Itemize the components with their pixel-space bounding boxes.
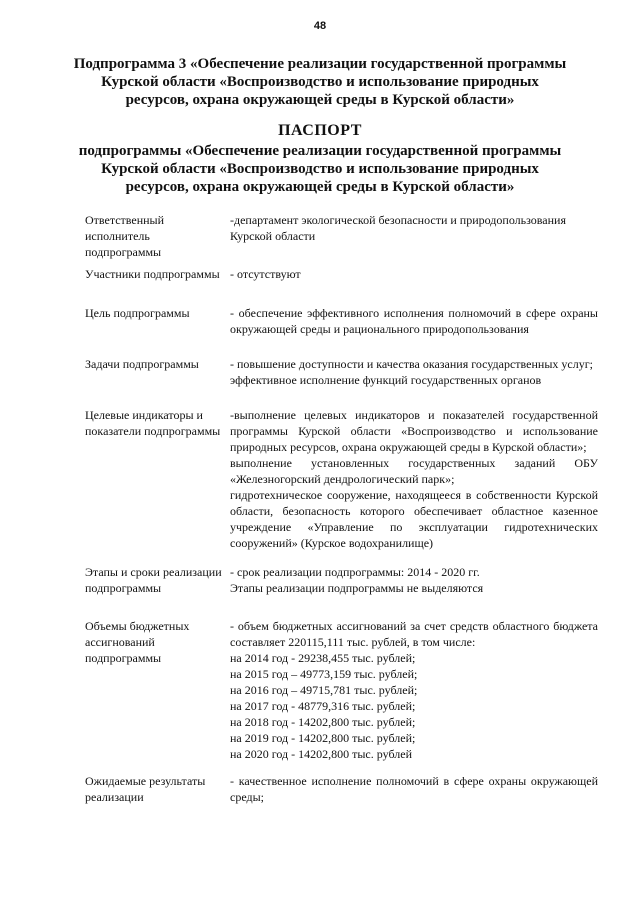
row-line: - обеспечение эффективного исполнения полномочий в сфере охраны окружающей среды и рационального природопользования — [230, 306, 598, 336]
row-label-budget: Объемы бюджетных ассигнований подпрограммы — [85, 619, 190, 665]
row-label-tasks: Задачи подпрограммы — [85, 357, 199, 371]
budget-year-line: на 2015 год – 49773,159 тыс. рублей; — [230, 667, 418, 681]
budget-year-line: на 2019 год - 14202,800 тыс. рублей; — [230, 731, 416, 745]
passport-subtitle: подпрограммы «Обеспечение реализации государственной программы Курской области «Воспроизводство и использование природных ресурсов, охрана окружающей среды в Курской области» — [78, 143, 562, 195]
row-value-indicators — [230, 407, 598, 551]
row-line: эффективное исполнение функций государственных органов — [230, 373, 542, 387]
page-number: 48 — [313, 20, 327, 32]
budget-year-line: на 2017 год - 48779,316 тыс. рублей; — [230, 699, 416, 713]
row-label-indicators: Целевые индикаторы и показатели подпрограммы — [85, 408, 221, 438]
row-line: - качественное исполнение полномочий в сфере охраны окружающей среды; — [230, 774, 598, 804]
passport-heading: ПАСПОРТ — [278, 122, 362, 139]
row-value-participants — [230, 266, 598, 282]
row-line: гидротехническое сооружение, находящееся в собственности Курской области, безопасность которого обеспечивает областное казенное учреждение «Управление по эксплуатации гидротехнических сооружений» (Курское водохранилище) — [230, 488, 598, 550]
row-line: - объем бюджетных ассигнований за счет средств областного бюджета составляет 220115,111 тыс. рублей, в том числе: — [230, 619, 598, 649]
budget-year-line: на 2014 год - 29238,455 тыс. рублей; — [230, 651, 416, 665]
row-value-responsible — [230, 212, 598, 244]
row-line: - повышение доступности и качества оказания государственных услуг; — [230, 357, 593, 371]
subprogram-title: Подпрограмма 3 «Обеспечение реализации государственной программы Курской области «Воспроизводство и использование природных ресурсов, охрана окружающей среды в Курской области» — [73, 56, 567, 108]
row-line: - отсутствуют — [230, 267, 301, 281]
budget-year-line: на 2020 год - 14202,800 тыс. рублей — [230, 747, 412, 761]
row-line: Этапы реализации подпрограммы не выделяются — [230, 581, 484, 595]
budget-year-line: на 2018 год - 14202,800 тыс. рублей; — [230, 715, 416, 729]
row-value-budget — [230, 618, 598, 762]
row-label-goal: Цель подпрограммы — [85, 306, 190, 320]
row-label-results: Ожидаемые результаты реализации — [85, 774, 206, 804]
budget-year-line: на 2016 год – 49715,781 тыс. рублей; — [230, 683, 418, 697]
row-value-goal — [230, 305, 598, 337]
row-value-stages — [230, 564, 598, 596]
row-label-responsible: Ответственный исполнитель подпрограммы — [85, 213, 165, 259]
row-line: -выполнение целевых индикаторов и показателей государственной программы Курской области «Воспроизводство и использование природных ресурсов, охрана окружающей среды в Курской области»; — [230, 408, 598, 454]
row-label-stages: Этапы и сроки реализации подпрограммы — [85, 565, 222, 595]
row-value-tasks — [230, 356, 598, 388]
row-line: - срок реализации подпрограммы: 2014 - 2020 гг. — [230, 565, 480, 579]
row-line: выполнение установленных государственных заданий ОБУ «Железногорский дендрологический парк»; — [230, 456, 598, 486]
row-line: -департамент экологической безопасности и природопользования Курской области — [230, 213, 566, 243]
row-value-results — [230, 773, 598, 805]
row-label-participants: Участники подпрограммы — [85, 267, 220, 281]
